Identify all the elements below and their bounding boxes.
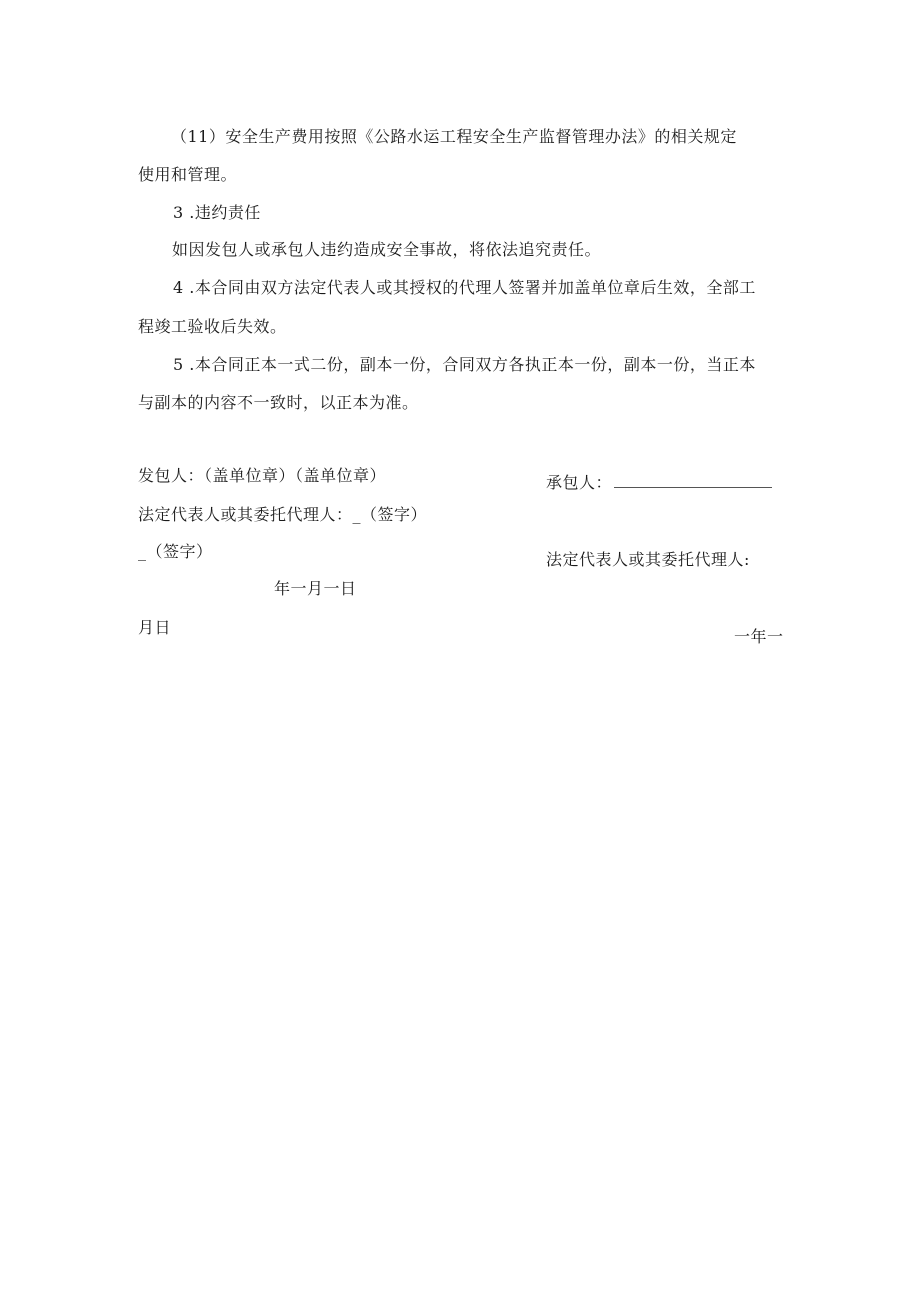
clause-5-line-1: 5 .本合同正本一式二份，副本一份，合同双方各执正本一份，副本一份，当正本 — [173, 355, 756, 374]
employer-representative-line: 法定代表人或其委托代理人：_（签字） — [138, 505, 428, 524]
employer-sign-mark: _（签字） — [138, 542, 213, 561]
contractor-date: 一年一 — [734, 627, 784, 646]
month-day-label: 月日 — [138, 618, 172, 637]
contractor-signature-blank — [614, 487, 772, 488]
clause-3-body: 如因发包人或承包人违约造成安全事故，将依法追究责任。 — [172, 240, 602, 259]
clause-5-line-2: 与副本的内容不一致时，以正本为准。 — [138, 393, 419, 412]
contractor-representative-line: 法定代表人或其委托代理人: — [546, 550, 750, 569]
clause-11-line-2: 使用和管理。 — [138, 165, 238, 184]
employer-date: 年一月一日 — [274, 579, 357, 598]
employer-seal-line: 发包人：（盖单位章）（盖单位章） — [138, 466, 387, 485]
clause-3-heading: 3 .违约责任 — [173, 203, 261, 222]
contractor-label: 承包人： — [546, 473, 613, 492]
contractor-line — [546, 473, 772, 493]
clause-11-line-1: （11）安全生产费用按照《公路水运工程安全生产监督管理办法》的相关规定 — [171, 127, 737, 146]
clause-4-line-2: 程竣工验收后失效。 — [138, 317, 287, 336]
clause-4-line-1: 4 .本合同由双方法定代表人或其授权的代理人签署并加盖单位章后生效，全部工 — [173, 278, 756, 297]
